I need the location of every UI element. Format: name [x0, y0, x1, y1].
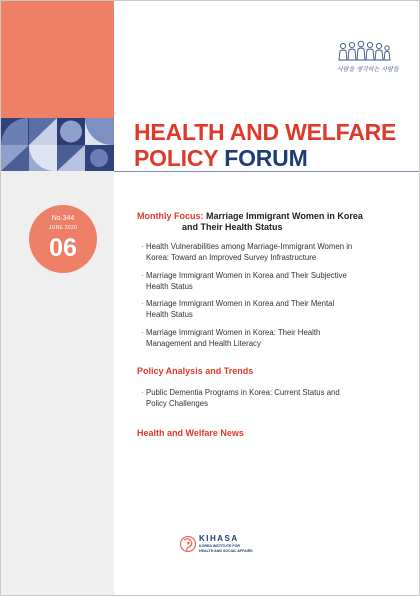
list-item-line-1: Marriage Immigrant Women in Korea and Their Subjective: [146, 271, 347, 280]
title-word-policy: POLICY: [134, 145, 219, 171]
geometric-pattern: [1, 118, 114, 171]
title-line-2: [134, 145, 396, 171]
header-divider-line: [114, 171, 420, 172]
list-item-line-2: Health Status: [146, 310, 193, 319]
list-item-line-2: Management and Health Literacy: [146, 339, 261, 348]
policy-analysis-heading: Policy Analysis and Trends: [137, 366, 254, 376]
news-heading[interactable]: Health and Welfare News: [137, 428, 244, 438]
list-item-line-1: Public Dementia Programs in Korea: Current Status and: [146, 388, 340, 397]
bullet-icon: ·: [141, 328, 144, 337]
title-word-forum: FORUM: [224, 145, 308, 171]
publisher-full-name-line-2: HEALTH AND SOCIAL AFFAIRS: [199, 548, 253, 553]
publisher-name: KIHASA: [199, 534, 239, 543]
motto-text: 사람을 생각하는 사람들: [337, 66, 399, 73]
list-item[interactable]: [141, 387, 401, 409]
list-item[interactable]: [141, 298, 401, 320]
list-item-line-2: Policy Challenges: [146, 399, 208, 408]
coral-color-block: [1, 1, 114, 118]
title-line-1: HEALTH AND WELFARE: [134, 119, 397, 145]
list-item[interactable]: [141, 327, 401, 349]
monthly-focus-topic: Marriage Immigrant Women in Korea: [206, 211, 363, 221]
publisher-full-name: [199, 544, 253, 553]
publisher-full-name-line-1: KOREA INSTITUTE FOR: [199, 544, 240, 548]
monthly-focus-heading: [137, 211, 363, 221]
journal-title: [134, 119, 396, 171]
issue-badge: [29, 205, 97, 273]
issue-month: 06: [49, 234, 77, 262]
bullet-icon: ·: [141, 299, 144, 308]
list-item-line-2: Health Status: [146, 282, 193, 291]
list-item[interactable]: [141, 270, 401, 292]
bullet-icon: ·: [141, 242, 144, 251]
bullet-icon: ·: [141, 271, 144, 280]
issue-number: No.344: [51, 215, 75, 222]
list-item-line-1: Health Vulnerabilities among Marriage-Immigrant Women in: [146, 242, 353, 251]
bullet-icon: ·: [141, 388, 144, 397]
issue-date: JUNE 2020: [48, 225, 78, 231]
list-item[interactable]: [141, 241, 401, 263]
list-item-line-1: Marriage Immigrant Women in Korea and Their Mental: [146, 299, 335, 308]
list-item-line-2: Korea: Toward an Improved Survey Infrastructure: [146, 253, 317, 262]
monthly-focus-label: Monthly Focus:: [137, 211, 204, 221]
list-item-line-1: Marriage Immigrant Women in Korea: Their Health: [146, 328, 321, 337]
monthly-focus-topic-continued: and Their Health Status: [182, 222, 283, 232]
kihasa-logo-icon: [179, 534, 197, 554]
